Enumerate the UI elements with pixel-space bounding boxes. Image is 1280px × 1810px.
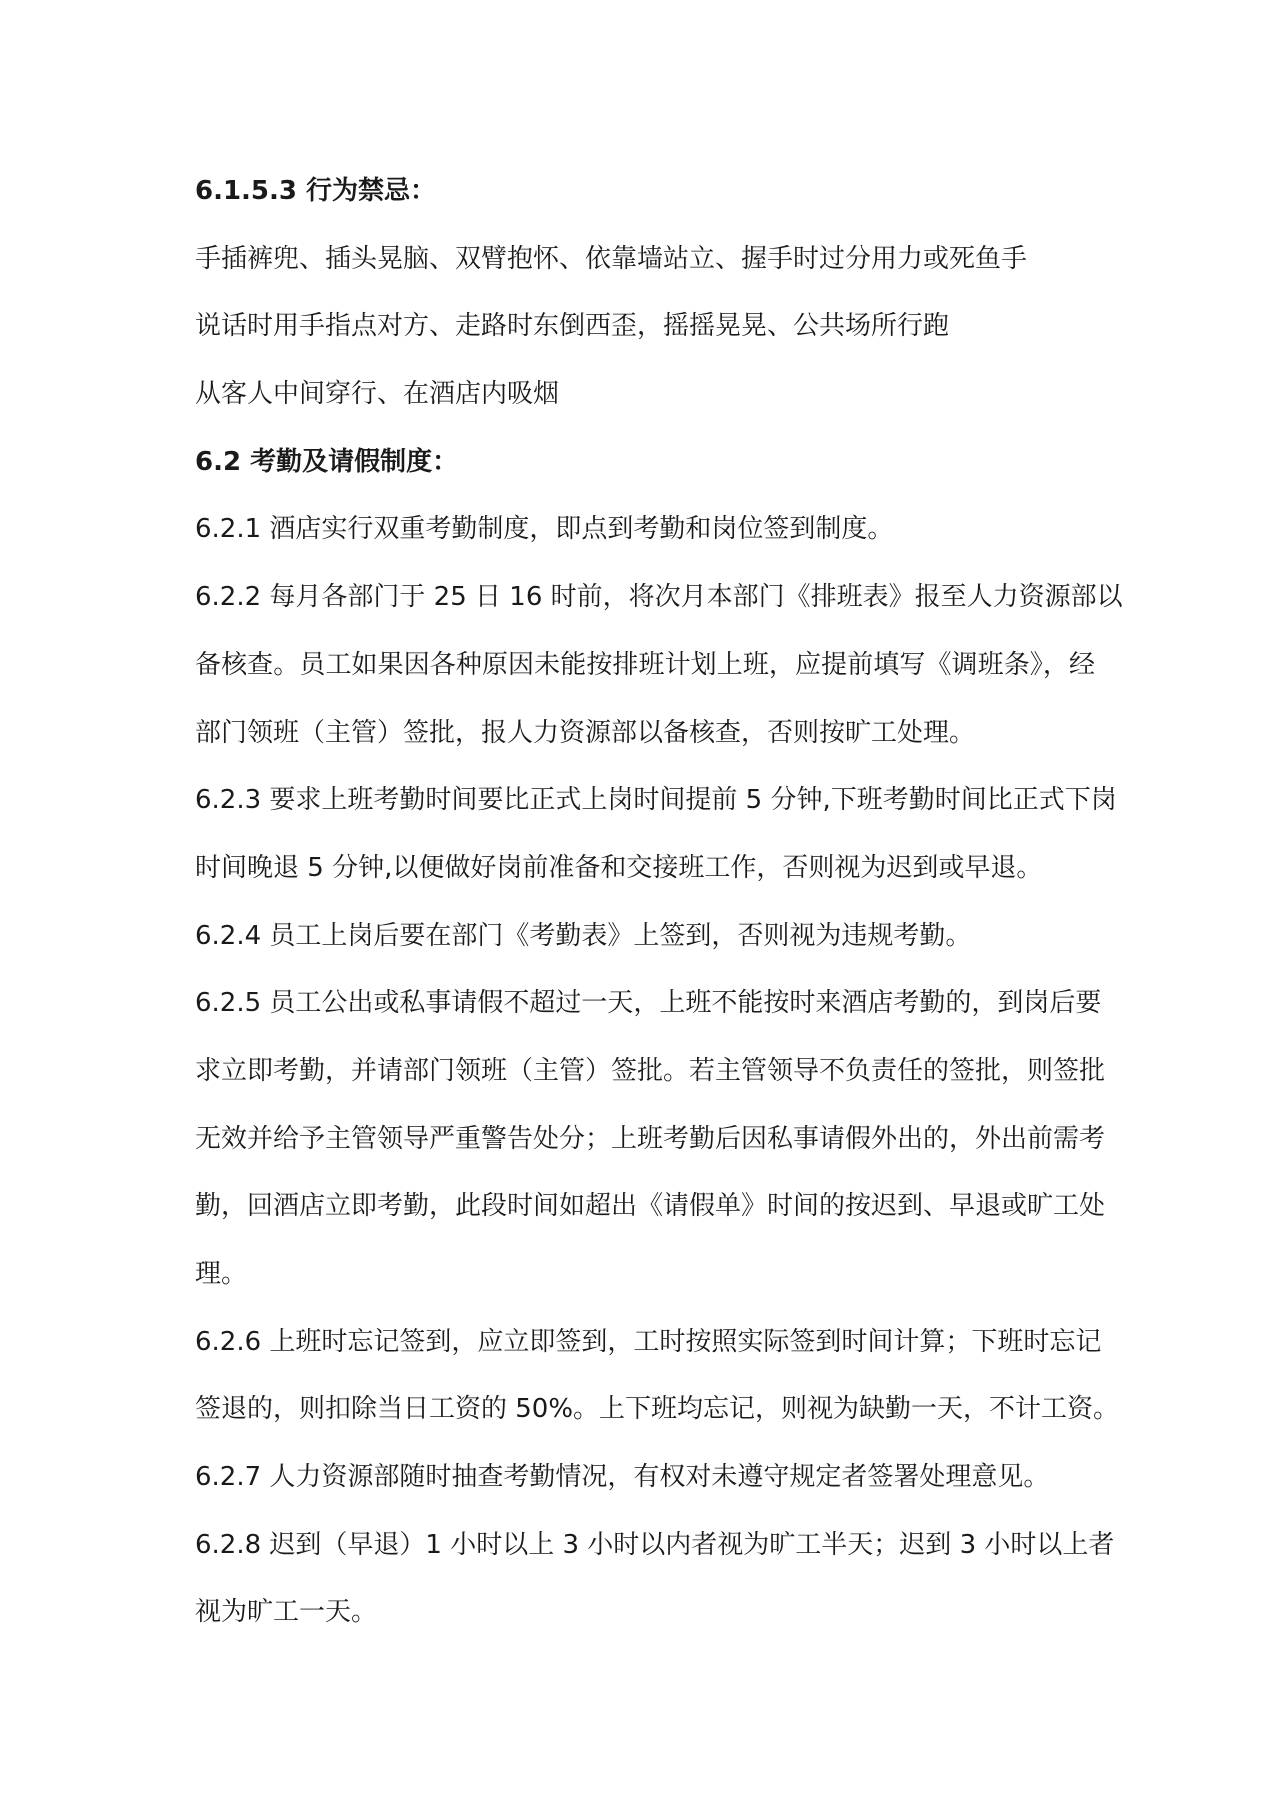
section-heading: 6.2 考勤及请假制度： xyxy=(195,446,459,477)
paragraph-line: 6.2.1 酒店实行双重考勤制度，即点到考勤和岗位签到制度。 xyxy=(195,514,894,545)
paragraph-line: 6.2.6 上班时忘记签到，应立即签到，工时按照实际签到时间计算；下班时忘记 xyxy=(195,1326,1102,1357)
paragraph-line: 从客人中间穿行、在酒店内吸烟 xyxy=(195,379,560,410)
paragraph-line: 时间晚退 5 分钟,以便做好岗前准备和交接班工作，否则视为迟到或早退。 xyxy=(195,852,1043,883)
paragraph-line: 无效并给予主管领导严重警告处分；上班考勤后因私事请假外出的，外出前需考 xyxy=(195,1123,1106,1154)
paragraph-line: 6.2.7 人力资源部随时抽查考勤情况，有权对未遵守规定者签署处理意见。 xyxy=(195,1462,1050,1493)
paragraph-line: 6.2.5 员工公出或私事请假不超过一天，上班不能按时来酒店考勤的，到岗后要 xyxy=(195,988,1102,1019)
paragraph-line: 备核查。员工如果因各种原因未能按排班计划上班，应提前填写《调班条》，经 xyxy=(195,649,1095,680)
paragraph-line: 6.2.4 员工上岗后要在部门《考勤表》上签到，否则视为违规考勤。 xyxy=(195,920,972,951)
paragraph-line: 6.2.8 迟到（早退）1 小时以上 3 小时以内者视为旷工半天；迟到 3 小时以上者 xyxy=(195,1529,1115,1560)
paragraph-line: 手插裤兜、插头晃脑、双臂抱怀、依靠墙站立、握手时过分用力或死鱼手 xyxy=(195,243,1028,274)
paragraph-line: 理。 xyxy=(195,1259,248,1289)
paragraph-line: 签退的，则扣除当日工资的 50%。上下班均忘记，则视为缺勤一天，不计工资。 xyxy=(195,1394,1120,1425)
paragraph-line: 视为旷工一天。 xyxy=(195,1597,378,1628)
paragraph-line: 部门领班（主管）签批，报人力资源部以备核查，否则按旷工处理。 xyxy=(195,717,976,748)
paragraph-line: 求立即考勤，并请部门领班（主管）签批。若主管领导不负责任的签批，则签批 xyxy=(195,1055,1106,1086)
paragraph-line: 勤，回酒店立即考勤，此段时间如超出《请假单》时间的按迟到、早退或旷工处 xyxy=(195,1191,1106,1222)
section-heading: 6.1.5.3 行为禁忌： xyxy=(195,176,437,206)
paragraph-line: 6.2.3 要求上班考勤时间要比正式上岗时间提前 5 分钟,下班考勤时间比正式下岗 xyxy=(195,785,1117,816)
document-page xyxy=(195,158,1123,1647)
paragraph-line: 说话时用手指点对方、走路时东倒西歪，摇摇晃晃、公共场所行跑 xyxy=(195,311,950,342)
paragraph-line: 6.2.2 每月各部门于 25 日 16 时前，将次月本部门《排班表》报至人力资源部以 xyxy=(195,582,1123,613)
